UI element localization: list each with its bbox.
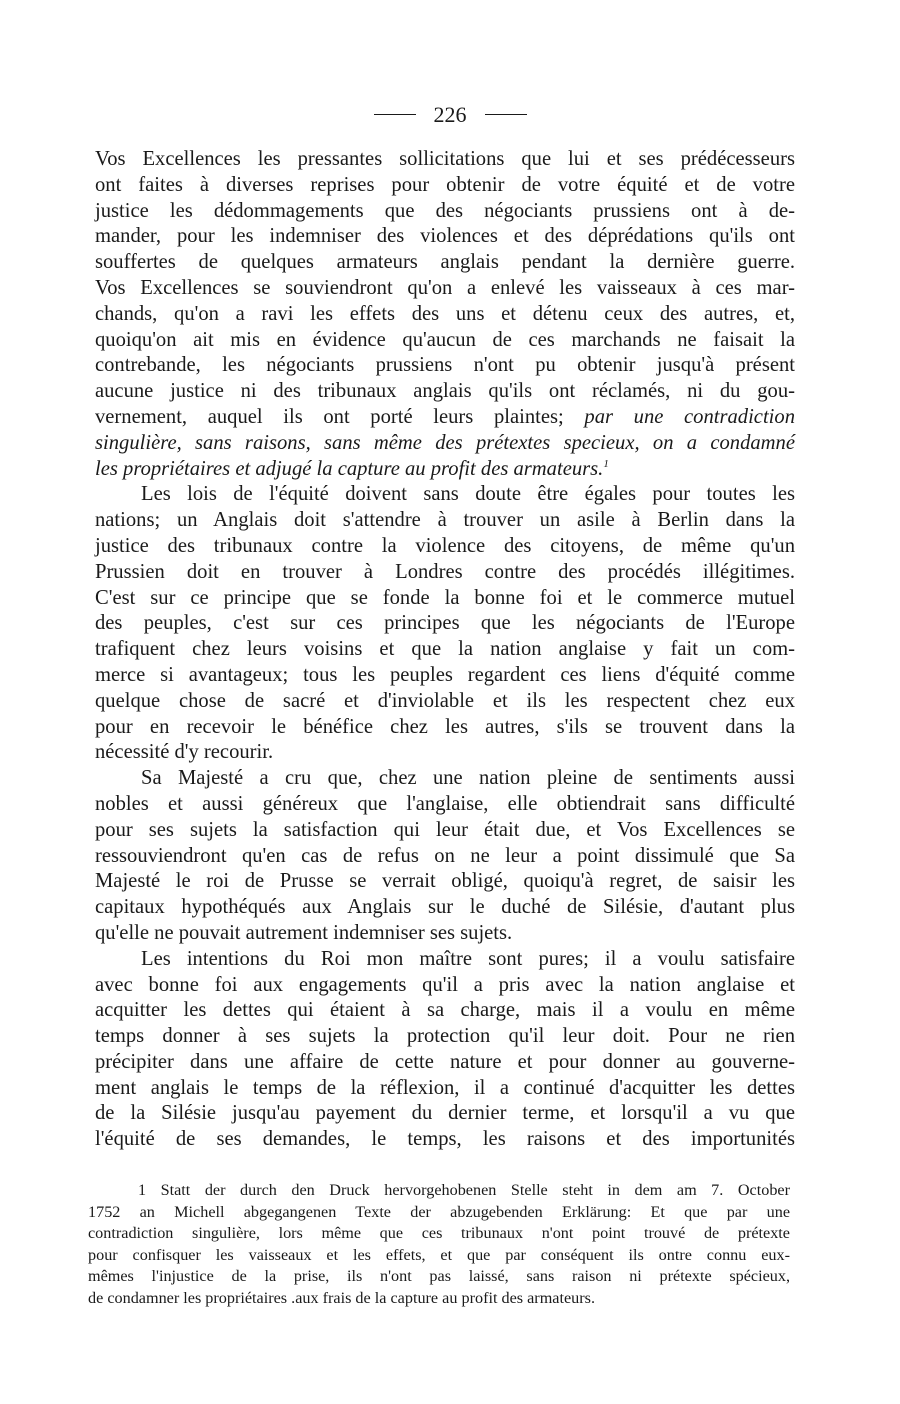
left-rule	[374, 114, 416, 115]
text-line: ont faites à diverses reprises pour obtenir de votre équité et de votre	[95, 173, 795, 196]
page-number: 226	[433, 102, 467, 127]
footnote-reference-1: 1	[603, 457, 609, 470]
footnote-line: mêmes l'injustice de la prise, ils n'ont pas laissé, sans raison ni prétexte spécieux,	[88, 1267, 790, 1286]
footnote-line: de condamner les propriétaires .aux frais de la capture au profit des armateurs.	[88, 1288, 595, 1307]
paragraph-start: Sa Majesté a cru que, chez une nation pleine de sentiments aussi	[141, 767, 795, 790]
text-line: Vos Excellences les pressantes sollicitations que lui et ses prédécesseurs	[95, 148, 795, 170]
text-line: nobles et aussi généreux que l'anglaise, elle obtiendrait sans difficulté	[95, 792, 795, 815]
footnote-line: 1752 an Michell abgegangenen Texte der abzugebenden Erklärung: Et que par une	[88, 1202, 790, 1221]
emphasis-segment: par une contradiction	[584, 405, 795, 428]
text-line: quelque chose de sacré et d'inviolable et ils les respectent chez eux	[95, 689, 795, 712]
text-line: acquitter les dettes qui étaient à sa charge, mais il a voulu en même	[95, 999, 795, 1022]
text-line: temps donner à ses sujets la protection qu'il leur doit. Pour ne rien	[95, 1025, 795, 1048]
footnote-line: 1 Statt der durch den Druck hervorgehobenen Stelle steht in dem am 7. October	[138, 1181, 790, 1199]
text-line: mander, pour les indemniser des violences et des déprédations qu'ils ont	[95, 225, 795, 248]
text-line: avec bonne foi aux engagements qu'il a pris avec la nation anglaise et	[95, 973, 795, 996]
text-line: l'équité de ses demandes, le temps, les raisons et des importunités	[95, 1128, 795, 1151]
paragraph-end: nécessité d'y recourir.	[95, 741, 274, 764]
text-segment: vernement, auquel ils ont porté leurs plaintes;	[95, 405, 564, 428]
text-line: pour ses sujets la satisfaction qui leur était due, et Vos Excellences se	[95, 818, 795, 841]
text-line-mixed	[95, 405, 795, 431]
right-rule	[485, 114, 527, 115]
footnote-block	[88, 1180, 790, 1310]
text-line: C'est sur ce principe que se fonde la bonne foi et le commerce mutuel	[95, 586, 795, 609]
emphasis-line: singulière, sans raisons, sans même des prétextes specieux, on a condamné	[95, 431, 795, 454]
footnote-line: pour confisquer les vaisseaux et les effets, et que par conséquent ils ontre connu eux-	[88, 1245, 790, 1264]
footnote-line: contradiction singulière, lors même que ces tribunaux n'ont point trouvé de prétexte	[88, 1224, 790, 1243]
emphasis-segment: les propriétaires et adjugé la capture au profit des armateurs.	[95, 457, 604, 480]
paragraph-end: qu'elle ne pouvait autrement indemniser ses sujets.	[95, 921, 513, 944]
text-line: Majesté le roi de Prusse se verrait obligé, quoiqu'à regret, de saisir les	[95, 870, 795, 893]
text-line: pour en recevoir le bénéfice chez les autres, s'ils se trouvent dans la	[95, 715, 795, 738]
text-line: trafiquent chez leurs voisins et que la nation anglaise y fait un com-	[95, 638, 795, 661]
emphasis-line-end	[95, 457, 795, 483]
paragraph-start: Les intentions du Roi mon maître sont pures; il a voulu satisfaire	[141, 947, 795, 970]
text-line: de la Silésie jusqu'au payement du dernier terme, et lorsqu'il a vu que	[95, 1102, 795, 1125]
text-line: merce si avantageux; tous les peuples regardent ces liens d'équité comme	[95, 663, 795, 686]
text-line: précipiter dans une affaire de cette nature et pour donner au gouverne-	[95, 1050, 795, 1073]
text-line: ment anglais le temps de la réflexion, il a continué d'acquitter les dettes	[95, 1076, 795, 1099]
body-text	[95, 147, 795, 1153]
text-line: quoiqu'on ait mis en évidence qu'aucun de ces marchands ne faisait la	[95, 328, 795, 351]
text-line: chands, qu'on a ravi les effets des uns et détenu ceux des autres, et,	[95, 302, 795, 325]
text-line: aucune justice ni des tribunaux anglais qu'ils ont réclamés, ni du gou-	[95, 380, 795, 403]
page-number-header	[0, 100, 900, 130]
text-line: nations; un Anglais doit s'attendre à trouver un asile à Berlin dans la	[95, 509, 795, 532]
text-line: Vos Excellences se souviendront qu'on a enlevé les vaisseaux à ces mar-	[95, 276, 795, 299]
text-line: justice les dédommagements que des négociants prussiens ont à de-	[95, 199, 795, 222]
text-line: capitaux hypothéqués aux Anglais sur le duché de Silésie, d'autant plus	[95, 896, 795, 919]
text-line: Prussien doit en trouver à Londres contre des procédés illégitimes.	[95, 560, 795, 583]
text-line: souffertes de quelques armateurs anglais pendant la dernière guerre.	[95, 251, 795, 274]
text-line: des peuples, c'est sur ces principes que les négociants de l'Europe	[95, 612, 795, 635]
text-line: ressouviendront qu'en cas de refus on ne leur a point dissimulé que Sa	[95, 844, 795, 867]
text-line: contrebande, les négociants prussiens n'ont pu obtenir jusqu'à présent	[95, 354, 795, 377]
text-line: justice des tribunaux contre la violence des citoyens, de même qu'un	[95, 534, 795, 557]
paragraph-start: Les lois de l'équité doivent sans doute être égales pour toutes les	[141, 483, 795, 506]
